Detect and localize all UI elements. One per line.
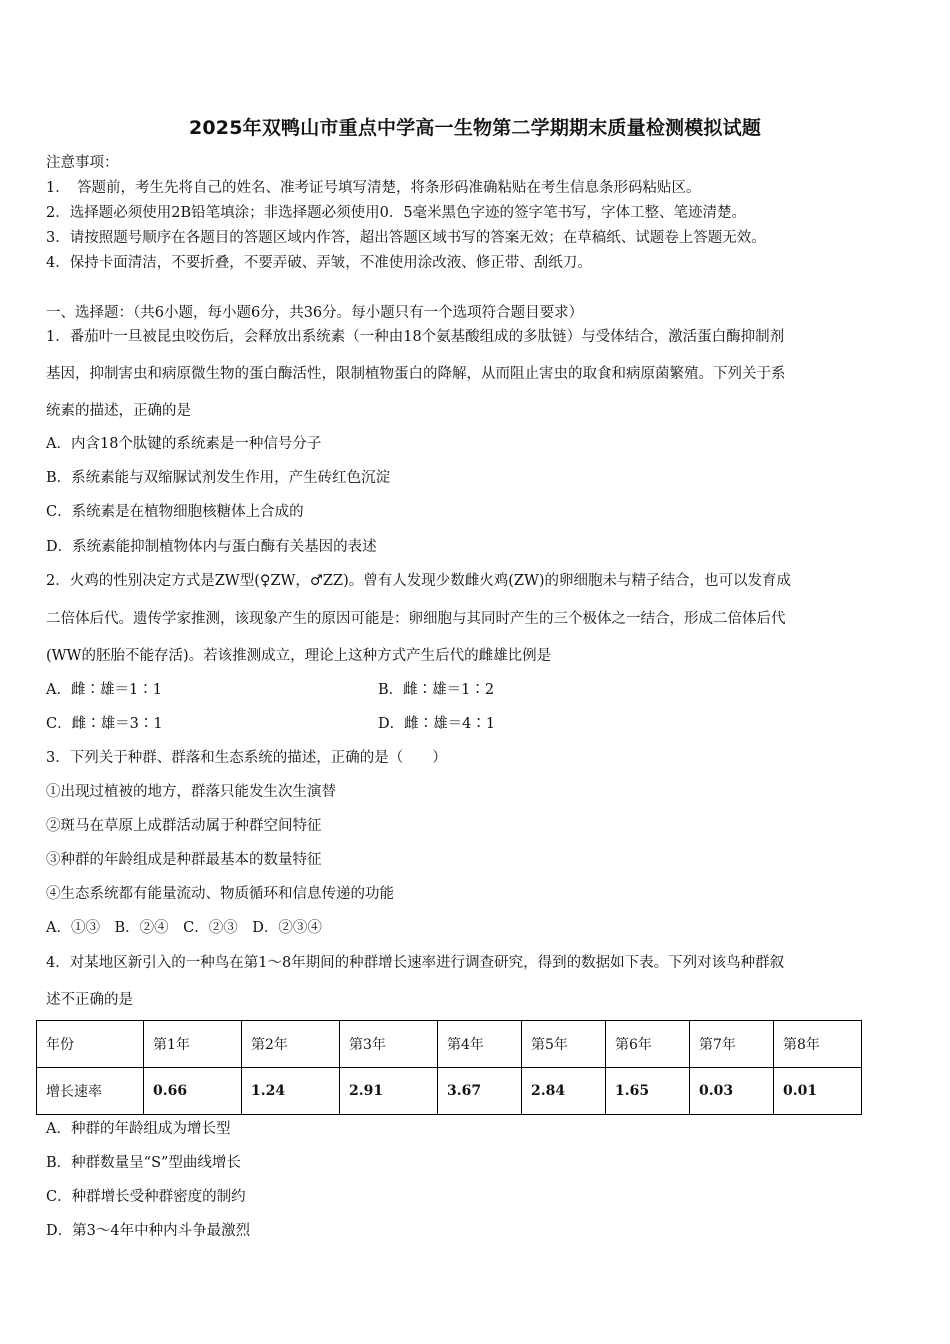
q4-stem-line-2: 述不正确的是 (46, 992, 133, 1008)
q2-option-a: A．雌∶雄＝1∶1 (46, 682, 162, 698)
q1-stem-line-1: 1．番茄叶一旦被昆虫咬伤后，会释放出系统素（一种由18个氨基酸组成的多肽链）与受体结合，激活蛋白酶抑制剂 (46, 329, 785, 345)
q2-option-d: D．雌∶雄＝4∶1 (378, 716, 496, 732)
notice-item-3: 3．请按照题号顺序在各题目的答题区域内作答，超出答题区域书写的答案无效；在草稿纸、试题卷上答题无效。 (46, 230, 766, 246)
table-cell: 1.65 (606, 1068, 690, 1115)
table-cell: 2.91 (340, 1068, 438, 1115)
q2-stem-line-1: 2．火鸡的性别决定方式是ZW型(♀ZW，♂ZZ)。曾有人发现少数雌火鸡(ZW)的卵细胞未与精子结合，也可以发育成 (46, 573, 792, 589)
q2-option-b: B．雌∶雄＝1∶2 (378, 682, 495, 698)
table-cell: 增长速率 (37, 1068, 144, 1115)
q4-option-b: B．种群数量呈“S”型曲线增长 (46, 1155, 241, 1171)
table-cell: 第3年 (340, 1021, 438, 1068)
q1-option-d: D．系统素能抑制植物体内与蛋白酶有关基因的表述 (46, 539, 377, 555)
q3-statement-1: ①出现过植被的地方，群落只能发生次生演替 (46, 784, 336, 800)
table-cell: 0.03 (690, 1068, 774, 1115)
q3-options: A．①③ B．②④ C．②③ D．②③④ (46, 920, 322, 936)
table-cell: 第4年 (438, 1021, 522, 1068)
q2-stem-line-2: 二倍体后代。遗传学家推测，该现象产生的原因可能是：卵细胞与其同时产生的三个极体之一结合，形成二倍体后代 (46, 611, 786, 627)
table-cell: 2.84 (522, 1068, 606, 1115)
notice-item-1: 1． 答题前，考生先将自己的姓名、准考证号填写清楚，将条形码准确粘贴在考生信息条形码粘贴区。 (46, 180, 701, 196)
table-cell: 第6年 (606, 1021, 690, 1068)
q3-statement-2: ②斑马在草原上成群活动属于种群空间特征 (46, 818, 322, 834)
table-cell: 第5年 (522, 1021, 606, 1068)
page-title: 2025年双鸭山市重点中学高一生物第二学期期末质量检测模拟试题 (188, 117, 762, 139)
notice-item-2: 2．选择题必须使用2B铅笔填涂；非选择题必须使用0．5毫米黑色字迹的签字笔书写，字体工整、笔迹清楚。 (46, 205, 747, 221)
table-row (37, 1068, 862, 1115)
notice-heading: 注意事项： (46, 155, 119, 171)
growth-rate-table (36, 1020, 862, 1115)
q1-option-a: A．内含18个肽键的系统素是一种信号分子 (46, 436, 322, 452)
q1-stem-line-3: 统素的描述，正确的是 (46, 403, 191, 419)
q4-option-c: C．种群增长受种群密度的制约 (46, 1189, 246, 1205)
table-cell: 第2年 (242, 1021, 340, 1068)
table-cell: 年份 (37, 1021, 144, 1068)
q1-stem-line-2: 基因，抑制害虫和病原微生物的蛋白酶活性，限制植物蛋白的降解，从而阻止害虫的取食和病原菌繁殖。下列关于系 (46, 366, 786, 382)
q2-stem-line-3: (WW的胚胎不能存活)。若该推测成立，理论上这种方式产生后代的雌雄比例是 (46, 648, 552, 664)
q1-option-c: C．系统素是在植物细胞核糖体上合成的 (46, 504, 304, 520)
table-cell: 第8年 (774, 1021, 862, 1068)
table-cell: 第7年 (690, 1021, 774, 1068)
notice-item-4: 4．保持卡面清洁，不要折叠，不要弄破、弄皱，不准使用涂改液、修正带、刮纸刀。 (46, 255, 592, 271)
q2-option-c: C．雌∶雄＝3∶1 (46, 716, 163, 732)
q4-option-a: A．种群的年龄组成为增长型 (46, 1121, 231, 1137)
table-cell: 3.67 (438, 1068, 522, 1115)
q4-stem-line-1: 4．对某地区新引入的一种鸟在第1～8年期间的种群增长速率进行调查研究，得到的数据如下表。下列对该鸟种群叙 (46, 955, 785, 971)
table-header-row (37, 1021, 862, 1068)
q3-stem: 3．下列关于种群、群落和生态系统的描述，正确的是（ ） (46, 750, 447, 766)
q1-option-b: B．系统素能与双缩脲试剂发生作用，产生砖红色沉淀 (46, 470, 391, 486)
q3-statement-3: ③种群的年龄组成是种群最基本的数量特征 (46, 852, 322, 868)
table-cell: 0.66 (144, 1068, 242, 1115)
section-heading: 一、选择题：（共6小题，每小题6分，共36分。每小题只有一个选项符合题目要求） (46, 305, 584, 321)
q4-option-d: D．第3～4年中种内斗争最激烈 (46, 1223, 251, 1239)
table-cell: 第1年 (144, 1021, 242, 1068)
q3-statement-4: ④生态系统都有能量流动、物质循环和信息传递的功能 (46, 886, 394, 902)
table-cell: 1.24 (242, 1068, 340, 1115)
table-cell: 0.01 (774, 1068, 862, 1115)
